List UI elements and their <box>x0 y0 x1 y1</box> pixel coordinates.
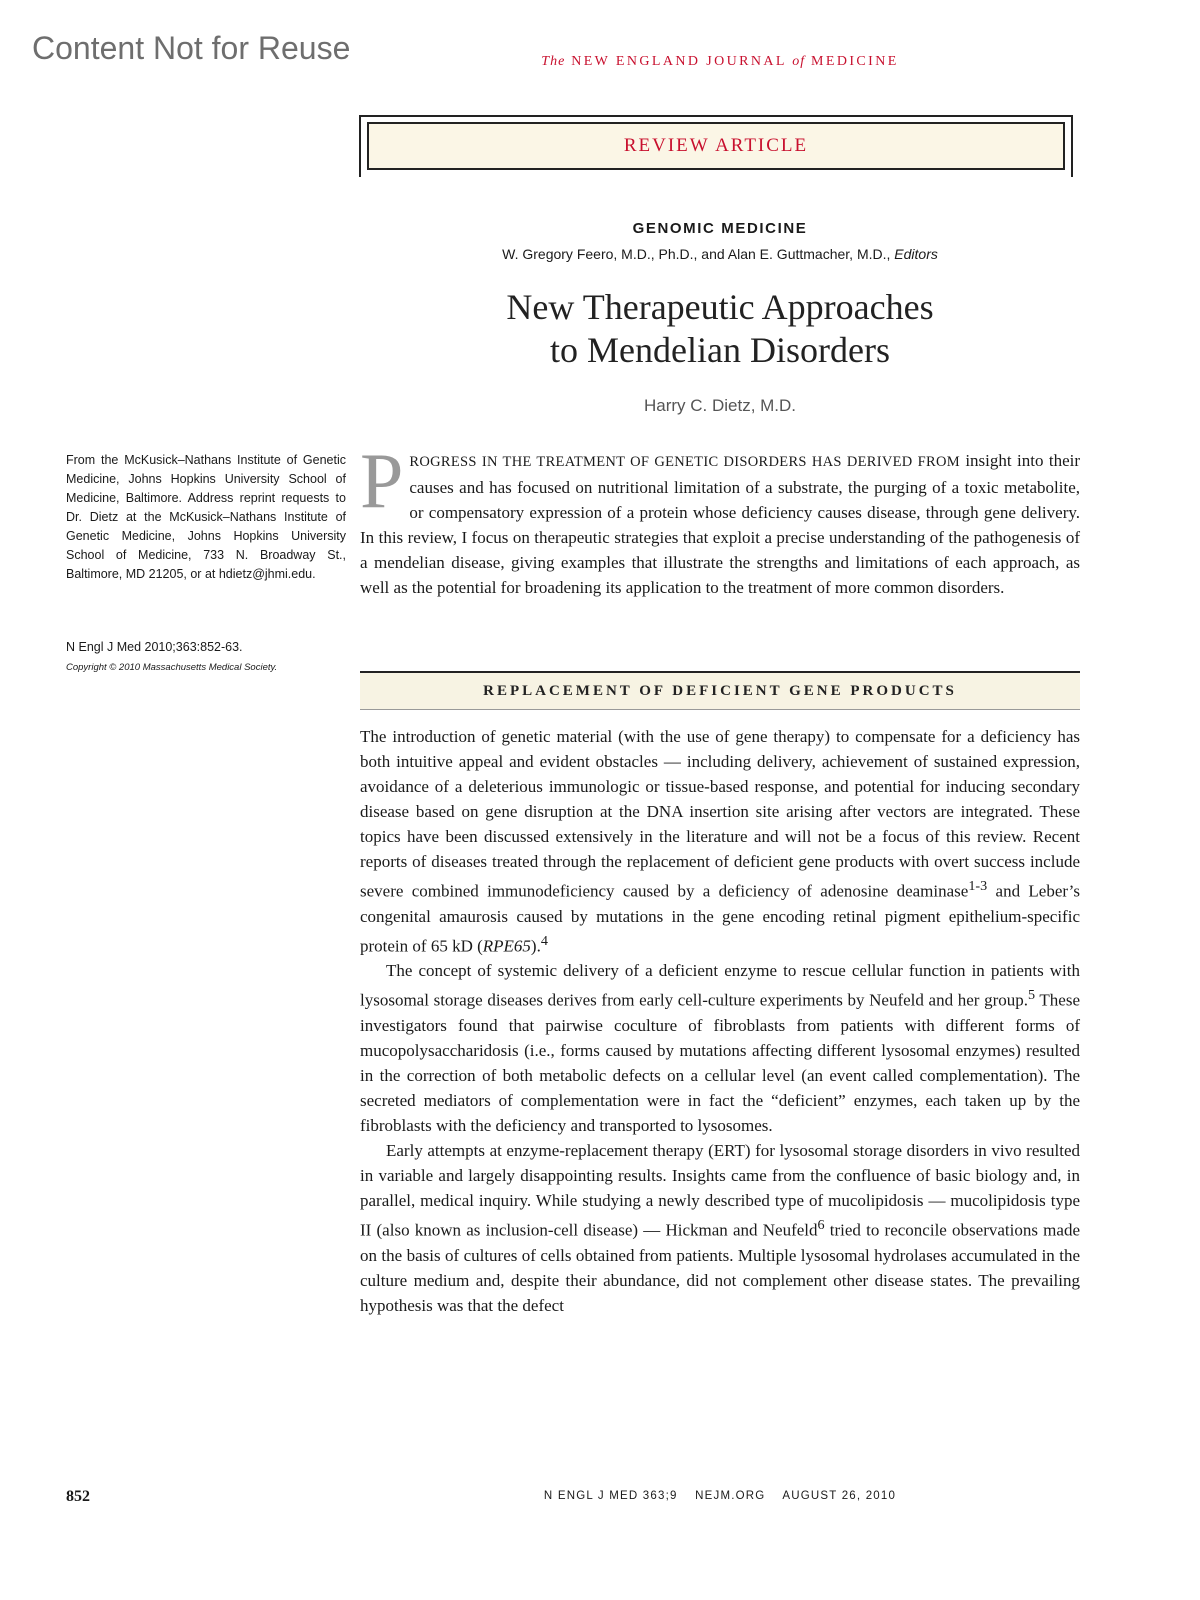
footer-journal-info: N ENGL J MED 363;9 NEJM.ORG AUGUST 26, 2010 <box>543 1490 897 1502</box>
abstract-lead: ROGRESS IN THE TREATMENT OF GENETIC DISORDERS HAS DERIVED FROM <box>409 454 960 470</box>
reference-superscript: 5 <box>1027 987 1036 1004</box>
paragraph-text: The introduction of genetic material (with the use of gene therapy) to compensate for a deficiency has both intuitive appeal and evident obstacles — including delivery, achievement of sustained expression, avoidance of a deleterious immunologic or tissue-based response, and potential for inducing secondary disease based on gene disruption at the DNA insertion site arising after vectors are integrated. These topics have been discussed extensively in the literature and will not be a focus of this review. Recent reports of diseases treated through the replacement of deficient gene products with overt success include severe combined immunodeficiency caused by a deficiency of adenosine deaminase <box>360 727 1080 901</box>
journal-citation: N Engl J Med 2010;363:852-63. <box>66 640 243 654</box>
paragraph-text: tried to reconcile observations made on the basis of cultures of cells obtained from patients. Multiple lysosomal hydrolases accumulated in the culture medium and, despite their abundance, did not complement other disease states. The prevailing hypothesis was that the defect <box>360 1220 1080 1315</box>
abstract <box>360 437 1080 600</box>
masthead-the: The <box>541 54 566 69</box>
masthead-medicine: MEDICINE <box>811 54 899 69</box>
section-heading: REPLACEMENT OF DEFICIENT GENE PRODUCTS <box>360 671 1080 710</box>
paragraph-text: ). <box>530 936 541 956</box>
masthead-name: NEW ENGLAND JOURNAL <box>571 54 787 69</box>
reference-superscript: 1-3 <box>968 878 988 894</box>
section-kicker: GENOMIC MEDICINE <box>632 220 808 237</box>
title-line-2: to Mendelian Disorders <box>550 330 890 370</box>
article-type-banner: REVIEW ARTICLE <box>367 122 1065 170</box>
title-line-1: New Therapeutic Approaches <box>506 287 934 327</box>
masthead-of: of <box>792 54 806 69</box>
article-body <box>360 724 1080 1318</box>
body-paragraph <box>360 958 1080 1138</box>
paragraph-text: The concept of systemic delivery of a deficient enzyme to rescue cellular function in patients with lysosomal storage diseases derives from early cell-culture experiments by Neufeld and her group. <box>360 961 1080 1010</box>
abstract-text: insight into their causes and has focused on nutritional limitation of a substrate, the purging of a toxic metabolite, or compensatory expression of a protein whose deficiency causes disease, through gene delivery. In this review, I focus on therapeutic strategies that exploit a precise understanding of the pathogenesis of a mendelian disease, giving examples that illustrate the strengths and limitations of each approach, as well as the potential for broadening its application to the treatment of more common disorders. <box>360 451 1080 597</box>
reference-superscript: 4 <box>540 932 548 949</box>
reference-superscript: 6 <box>817 1216 825 1233</box>
paragraph-text: These investigators found that pairwise coculture of fibroblasts from patients with different forms of mucopolysaccharidosis (i.e., forms caused by mutations affecting different lysosomal enzymes) resulted in the correction of both metabolic defects on a cellular level (an event called complementation). The secreted mediators of complementation were in fact the “deficient” enzymes, each taken up by the fibroblasts with the deficiency and transported to lysosomes. <box>360 990 1080 1135</box>
body-paragraph <box>360 1138 1080 1318</box>
editors-line <box>360 246 1080 262</box>
journal-masthead <box>360 54 1080 70</box>
watermark: Content Not for Reuse <box>32 30 351 66</box>
editors-names: W. Gregory Feero, M.D., Ph.D., and Alan E. Guttmacher, M.D., <box>502 246 891 262</box>
article-title <box>360 286 1080 372</box>
copyright-notice: Copyright © 2010 Massachusetts Medical Society. <box>66 662 278 673</box>
drop-cap: P <box>360 437 404 524</box>
author-affiliation: From the McKusick–Nathans Institute of Genetic Medicine, Johns Hopkins University School of Medicine, Baltimore. Address reprint requests to Dr. Dietz at the McKusick–Nathans Institute of Genetic Medicine, Johns Hopkins University School of Medicine, 733 N. Broadway St., Baltimore, MD 21205, or at hdietz@jhmi.edu. <box>66 453 346 581</box>
paragraph-text: and Leber’s congenital amaurosis caused by mutations in the gene encoding retinal pigment epithelium-specific protein of 65 kD ( <box>360 881 1081 956</box>
author-name: Harry C. Dietz, M.D. <box>643 396 797 415</box>
page-number: 852 <box>66 1488 90 1505</box>
paragraph-text: Early attempts at enzyme-replacement therapy (ERT) for lysosomal storage disorders in vivo resulted in variable and largely disappointing results. Insights came from the confluence of basic biology and, in parallel, medical inquiry. While studying a newly described type of mucolipidosis — mucolipidosis type II (also known as inclusion-cell disease) — Hickman and Neufeld <box>360 1140 1080 1240</box>
body-paragraph <box>360 724 1080 958</box>
gene-symbol: RPE65 <box>482 936 531 956</box>
editors-role: Editors <box>894 246 938 262</box>
